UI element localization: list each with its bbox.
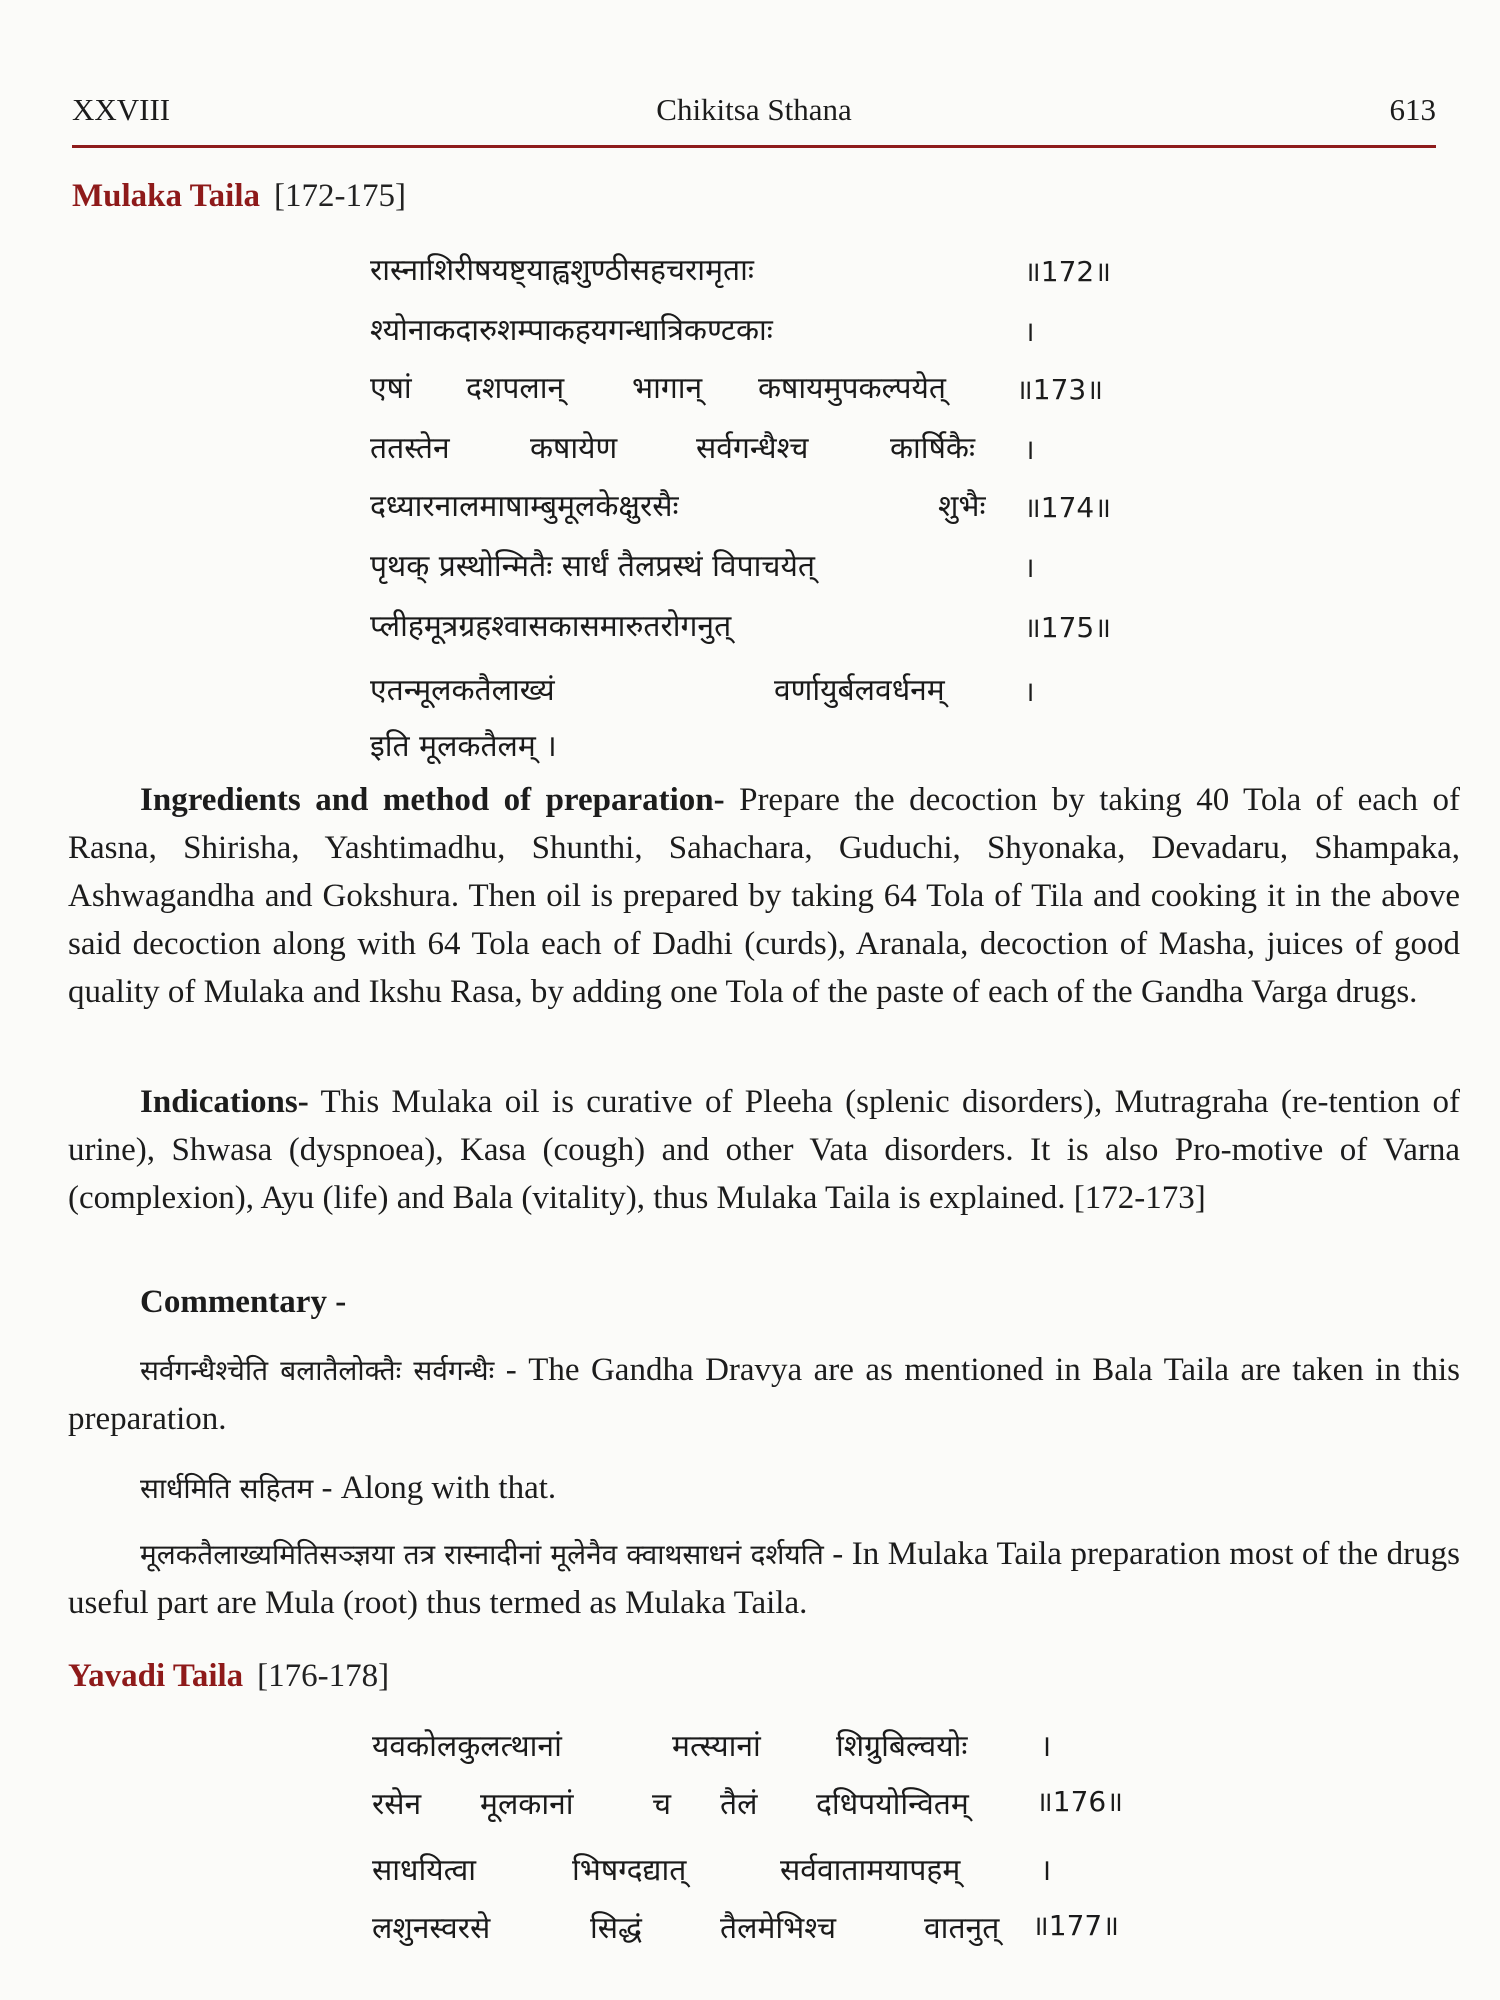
verse-word: दध्यारनालमाषाम्बुमूलकेक्षुरसैः xyxy=(370,489,679,524)
section-ref: [176-178] xyxy=(257,1658,390,1694)
verse-word: मूलकानां xyxy=(480,1787,574,1822)
commentary-text: - In Mulaka Taila preparation most of the drugs useful part are Mula (root) thus termed as Mulaka Taila. xyxy=(68,1536,1460,1621)
verse-text: श्योनाकदारुशम्पाकहयगन्धात्रिकण्टकाः xyxy=(370,313,773,348)
verse-text: प्लीहमूत्रग्रहश्वासकासमारुतरोगनुत् xyxy=(370,609,732,644)
verse-word: दशपलान् xyxy=(466,371,565,406)
verse-word: भागान् xyxy=(632,371,703,406)
paragraph-heading: Indications- xyxy=(140,1084,309,1120)
verse-number: ॥176॥ xyxy=(1036,1785,1123,1818)
paragraph-body: This Mulaka oil is curative of Pleeha (splenic disorders), Mutragraha (re-tention of urine), Shwasa (dyspnoea), Kasa (cough) and other Vata disorders. It is also Pro-motive of Varna (complexion), Ayu (life) and Bala (vitality), thus Mulaka Taila is explained. [172-173] xyxy=(68,1084,1460,1216)
verse-word: शुभैः xyxy=(938,489,986,524)
verse-word: एषां xyxy=(370,371,412,406)
verse-number: ॥175॥ xyxy=(1024,611,1111,644)
verse-word: कार्षिकैः xyxy=(890,431,976,466)
verse-word: वातनुत् xyxy=(924,1911,1000,1946)
verse-number: । xyxy=(1024,315,1035,348)
sanskrit-term: सार्धमिति सहितम xyxy=(140,1472,314,1505)
verse-word: वर्णायुर्बलवर्धनम् xyxy=(774,673,945,708)
page-number: 613 xyxy=(1389,92,1436,127)
verse-line xyxy=(370,544,815,585)
commentary-item xyxy=(68,1530,1460,1627)
verse-line xyxy=(370,248,754,289)
verse-number: । xyxy=(1040,1853,1052,1888)
verse-word: कषायेण xyxy=(530,431,618,466)
header-rule xyxy=(72,145,1436,148)
ingredients-paragraph xyxy=(68,776,1460,1016)
verse-number: ॥172॥ xyxy=(1024,255,1111,288)
running-head xyxy=(72,92,1436,142)
verse-line xyxy=(370,724,557,765)
paragraph-heading: Ingredients and method of preparation- xyxy=(140,782,725,818)
verse-line xyxy=(370,426,1020,466)
verse-number: ॥174॥ xyxy=(1024,491,1111,524)
sanskrit-term: सर्वगन्धैश्चेति बलातैलोक्तैः सर्वगन्धैः xyxy=(140,1354,495,1387)
commentary-item xyxy=(68,1346,1460,1443)
section-title-mulaka-taila xyxy=(72,178,406,215)
paragraph-body: Prepare the decoction by taking 40 Tola of each of Rasna, Shirisha, Yashtimadhu, Shunthi, Sahachara, Guduchi, Shyonaka, Devadaru, Shampaka, Ashwagandha and Gokshura. Then oil is prepared by taking 64 Tola of Tila and cooking it in the above said decoction along with 64 Tola each of Dadhi (curds), Aranala, decoction of Masha, juices of good quality of Mulaka and Ikshu Rasa, by adding one Tola of the paste of each of the Gandha Varga drugs. xyxy=(68,782,1461,1010)
verse-line xyxy=(372,1724,1072,1764)
section-name: Mulaka Taila xyxy=(72,178,260,214)
verse-word: भिषग्दद्यात् xyxy=(572,1853,687,1888)
verse-number: । xyxy=(1024,675,1035,708)
verse-number: । xyxy=(1024,433,1035,466)
verse-line xyxy=(372,1848,1172,1888)
verse-word: मत्स्यानां xyxy=(672,1729,761,1764)
verse-line xyxy=(372,1906,1172,1946)
verse-line xyxy=(370,308,773,349)
verse-word: शिग्रुबिल्वयोः xyxy=(836,1729,968,1764)
section-title-yavadi-taila xyxy=(68,1658,389,1695)
verse-line xyxy=(370,668,1020,708)
verse-line xyxy=(372,1782,1172,1822)
commentary-heading: Commentary - xyxy=(140,1284,347,1320)
verse-text: इति मूलकतैलम् xyxy=(370,729,536,764)
section-name: Yavadi Taila xyxy=(68,1658,244,1694)
verse-word: एतन्मूलकतैलाख्यं xyxy=(370,673,555,708)
verse-word: तैलमेभिश्च xyxy=(720,1911,837,1946)
verse-word: सर्ववातामयापहम् xyxy=(780,1853,961,1888)
commentary-item xyxy=(68,1464,1460,1513)
verse-word: ततस्तेन xyxy=(370,431,450,466)
commentary-text: - Along with that. xyxy=(313,1470,557,1506)
commentary-text: - The Gandha Dravya are as mentioned in Bala Taila are taken in this preparation. xyxy=(68,1352,1460,1437)
verse-word: च xyxy=(652,1787,672,1822)
verse-word: यवकोलकुलत्थानां xyxy=(372,1729,562,1764)
verse-number: । xyxy=(1024,551,1035,584)
verse-word: लशुनस्वरसे xyxy=(372,1911,491,1946)
verse-word: सर्वगन्धैश्च xyxy=(696,431,809,466)
verse-word: दधिपयोन्वितम् xyxy=(816,1787,969,1822)
section-ref: [172-175] xyxy=(274,178,406,214)
indications-paragraph xyxy=(68,1078,1460,1222)
verse-word: साधयित्वा xyxy=(372,1853,477,1888)
verse-word: कषायमुपकल्पयेत् xyxy=(758,371,946,406)
sanskrit-term: मूलकतैलाख्यमितिसञ्ज्ञया तत्र रास्नादीनां मूलेनैव क्वाथसाधनं दर्शयति xyxy=(140,1538,824,1571)
verse-word: रसेन xyxy=(372,1787,422,1822)
verse-number: । xyxy=(1040,1729,1052,1764)
verse-number: । xyxy=(545,729,557,764)
verse-line xyxy=(370,604,731,645)
verse-word: सिद्धं xyxy=(590,1911,643,1946)
verse-number: ॥177॥ xyxy=(1032,1909,1119,1942)
chapter-number: XXVIII xyxy=(72,92,171,127)
verse-text: रास्नाशिरीषयष्ट्याह्वशुण्ठीसहचरामृताः xyxy=(370,253,754,288)
verse-text: पृथक् प्रस्थोन्मितैः सार्धं तैलप्रस्थं विपाचयेत् xyxy=(370,549,815,584)
verse-line xyxy=(370,366,1020,406)
verse-line xyxy=(370,484,1020,524)
verse-word: तैलं xyxy=(720,1787,758,1822)
verse-number: ॥173॥ xyxy=(1016,373,1103,406)
book-section-title: Chikitsa Sthana xyxy=(656,92,852,127)
